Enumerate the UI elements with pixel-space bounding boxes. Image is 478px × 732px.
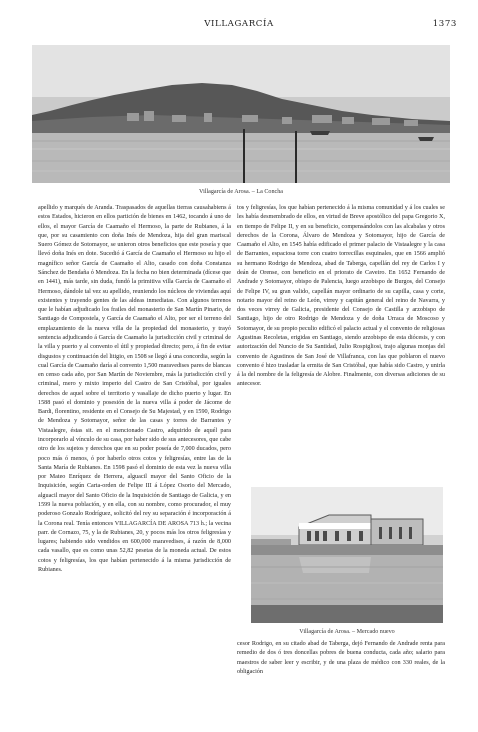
market-photo-caption: Villagarcía de Arosa. – Mercado nuevo [299, 629, 395, 635]
paragraph: tos y feligresías, los que habían pertenecido á la misma comunidad y á los cuales se les había desmembrado de ellos, en virtud de Breve apostólico del papa Gregorio X, en tiempo de Felipe II, y en su beneficio, compensándolos con las alcabalas y otros derechos de la Corona, Álvaro de Mendoza y Sotomayor, hijo de García de Caamaño el Alto, en 1545 había edificado el primer palacio de Vistaalegre y la casa de Barrantes, espaciosa torre con cuatro torrecillas esquinales, que en 1566 amplió su hermano Rodrigo de Mendoza, abad de Taberga, capellán del rey de Carlos I y deán de Orense, con beneficio en el priorato de Caveiro. En 1652 Fernando de Andrade y Sotomayor, obispo de Palencia, luego arzobispo de Burgos, del Consejo de Felipe IV, su gran valido, capellán mayor ordinario de su capilla, casa y corte, notario mayor del reino de León, virrey y capitán general del reino de Navarra, y dos veces virrey de Galicia, presidente del Consejo de Castilla y arzobispo de Santiago, hijo de otro Rodrigo de Mendoza y de doña Urraca de Moscoso y Sotomayor, de su propio peculio edificó el palacio actual y el convento de religiosas Agustinas Recoletas, erigidas en Santiago, siendo arzobispo de esta diócesis, y con autorización del Nuncio de Su Santidad, Julio Rospigliosi, trajo algunas monjas del convento de Agustinos de San José de Villafranca, con las que poblaron el nuevo convento é hizo trasladar la ermita de San Cristóbal, que había sido Castro, y unirla á la del nombre de la feligresía de Alobre. Finalmente, con diversas adiciones de su antecesor. [237, 205, 445, 388]
page-header-title: VILLAGARCÍA [204, 19, 274, 29]
market-photo [251, 487, 443, 623]
harbor-photo [32, 45, 450, 183]
text-column-right-top [237, 204, 445, 474]
text-column-right-bottom [237, 640, 445, 714]
paragraph: apellido y marqués de Aranda. Traspasados de aquellas tierras causahabiens á estos Estados, hicieron en ellos partición de bienes en 1462, tocando á uno de ellos, el mayor García de Caamaño el Hermoso, la parte de Rubianes, á la que, por su casamiento con doña Inés de Mendoza, hija del gran mariscal Suero Gómez de Sotomayor, se unieron otros beneficios que este poseía y que llevó doña Inés en dote. Sucedió á García de Caamaño el Hermoso su hijo el magnífico señor García de Caamaño el Alto, casado con doña Constanza Sánchez de Bendaña ó Mendoza. En la fecha no bien determinada (dícese que en 1441), más tarde, sin duda, fundó la primitiva villa García de Caamaño el Hermoso, dándole tal vez su apellido, reuniendo los núcleos de viviendas aquí existentes y trayendo gentes de las aldeas inmediatas. Con algunos terrenos que le habían adjudicado los frailes del monasterio de San Martín Pinario, de Santiago de Compostela, y García de Caamaño el Alto, por ser el terreno del emplazamiento de la nueva villa de la propiedad del monasterio, y trayó sentencia adjudicando á García de Caamaño la jurisdicción civil y criminal de la villa y puerto y al convento el útil y propiedad directo; pero, á fin de evitar disgustos y continuación del litigio, en 1508 se llegó á una concordia, según la cual García de Caamaño daría al convento 1,500 maravedises pares de blancas en censo cada año, por San Martín de Noviembre, más la jurisdicción civil y criminal, mero y mixto imperio del Castro de San Cristóbal, por iguales derechos de aquel sobre el territorio y vasallaje de dicho puerto y lugar. En 1588 pasó el dominio y posesión de la nueva villa á poder de Jácome de Bardi, florentino, residente en el Consejo de Su Majestad, y en 1590, Rodrigo de Mendoza y Sotomayor, señor de las casas y torres de Barrantes y Vistaalegre, éstas sit. en el mencionado Castro, adquirido de aquél para incorporarlo al vínculo de su casa, por haber sido de sus antecesores, que cabe otro de los sujetos y derechos que en su poder poseía de 7,000 ducados, pero poco más ó menos, ó por haberlo otros cotos y feligresías, entre las de la Santa María de Rubianes. En 1598 pasó el dominio de esta vez la nueva villa por Mateo Enríquez de Herrera, alguacil mayor del Santo Oficio de la Inquisición, según Carta-orden de Felipe III á López Osorio del Mercado, alguacil mayor del Santo Oficio de la Inquisición de Santiago de Galicia, y en 1599 la nueva población, y en ella, con su nombre, como procurador, el muy poderoso Gonzalo Rodríguez, solicitó del rey su separación é incorporación á la Corona real. Tenía entonces VILLAGARCÍA DE AROSA 713 h.; la vecina parr. de Cornazo, 75, y la de Rubianes, 20, y pocos más los otros feligresías y lugares; habiendo sido vendidos en 600,000 maravedises, á razón de 8,000 cada vasallo, que es como unas 52,82 pesetas de la moneda actual. De estos cotos y feligresías, los que habían pertenecido á la misma jurisdicción de Rubianes. [38, 205, 232, 573]
running-head [0, 19, 478, 33]
page-number: 1373 [432, 19, 457, 29]
text-column-left [38, 204, 231, 714]
paragraph: cesor Rodrigo, en su citado abad de Taberga, dejó Fernando de Andrade renta para remedio de dos ó tres doncellas pobres de buena conducta, cada año; salario para maestros de saber leer y escribir, y de una plaza de médico con 330 reales, de la obligación [237, 641, 445, 675]
harbor-photo-caption: Villagarcía de Arosa. – La Concha [199, 189, 283, 195]
